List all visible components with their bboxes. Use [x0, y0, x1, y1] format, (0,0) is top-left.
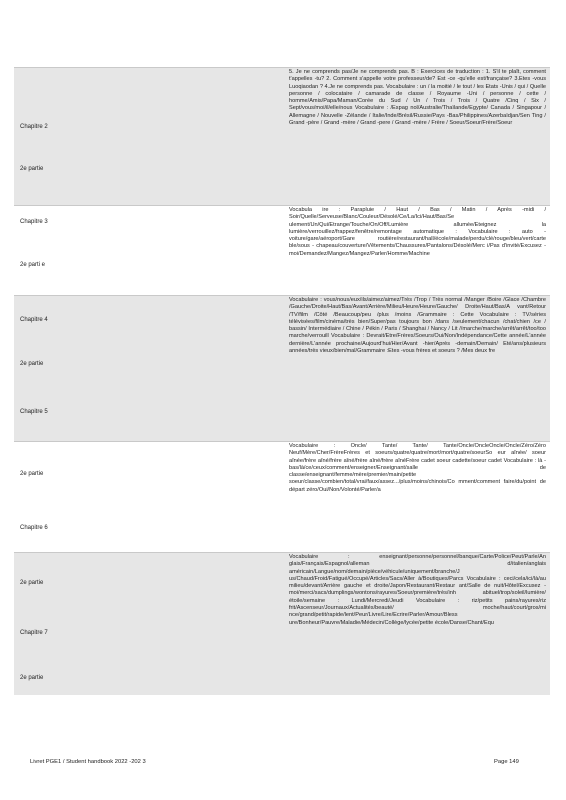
vocabulary-cell: Vocabula ire : Parapluie / Haut / Bas / Matin / Après -midi / Soir/Quelle/Serveuse/Blanc/Couleur/Désolé/Ce/La/Ici/Haut/Bas/Se ulement/Un/Qui/Etrange/Touche/On/Off/Lumière allumée/Eteignez la lumière/verrouillez/frappez/fenêtre/remontage automatique : Vocabulaire : auto -voiture/gare/aéroport/Gare routière/restaurant/hall/école/malade/perdu/clé/rouge/bleu/vert/carte ble/sous - chapeau/couverture/Vêtements/Chaussures/Pantalons/Désolé/Merc i/Pas d'invité/Excusez -moi/Demandez/Mangez/Mangez/Parler/Homme/Machine: [289, 207, 546, 257]
vocabulary-cell: Vocabulaire : vous/nous/eux/ils/aimez/aimez/Très /Trop / Très normal /Manger /Boire /Glace /Chambre /Gauche/Droite/Haut/Bas/Avant/Arrière/Milieu/Heure/Heure/Gauche/ Droite/Haut/Bas/A vant/Retour /TV/film /Côté /Beaucoup/peu /plus /moins /Grammaire : Cette Vocabulaire : TV/séries télévisées/film/cinéma/très bien/Super/pas toujours bon /dans /seulement/chacun /chat/chien /ce / bassin/ Intermédiaire / Chine / Pékin / Paris / Shanghai / Nancy / Lit //marche/marche/arrêt/arrêt/too/too marche/verrouill Vocabulaire : Devrait/Etre/Frères/Soeurs/Oui/Non/Indépendance/Cette année/L'année dernière/L'année prochaine/Aujourd'hui/Hier/Avant -hier/Après -demain/Demain/ Eté/ans/plusieurs années/très vieux/bien/mal/Grammaire :Etes -vous frères et soeurs ? /Mes deux fre: [289, 297, 546, 355]
vocabulary-cell: 5. Je ne comprends pas/Je ne comprends pas. B : Exercices de traduction : 1. S'il te plaît, comment t'appelles -tu? 2. Comment s'appelle votre professeur/de? Est -ce -qu'elle est/française? 3.Etes -vous Luoqiaodan ? 4.Je ne comprends pas. Vocabulaire : un / la moitié / le tout / les Etats -Unis / qui / Quelle personne / colocataire / camarade de classe / Royaume -Uni / personne / cette / homme/Amis/Papa/Maman/Corée du Sud / Un / Trois / Trois / Quatre /Cinq / Six / Sept/vous/moi/il/elle/nous Vocabulaire : /Espag nol/Australie/Thaïlande/Egypte/ Canada / Singapour / Allemagne / Nouvelle -Zélande / Italie/Inde/Brésil/Russie/Pays -Bas/Philippines/Azerbaïdjan/Sen Ting / Grand -père / Grand -mère / Grand -pere / Grand -mère / Frère / Soeur/Soeur/Frère/Soeur: [289, 69, 546, 127]
chapter-label: 2e partie: [20, 580, 44, 586]
table-row: [14, 67, 550, 205]
table-row: [14, 441, 550, 552]
table-row: [14, 295, 550, 441]
table-row: [14, 552, 550, 695]
chapter-table: [14, 67, 550, 695]
vocabulary-cell: Vocabulaire : Oncle/ Tante/ Tante/ Tante/Oncle/OncleOncle/Oncle/Zéro/Zéro Neuf/Mère/Cher/FrèreFrères et soeurs/quatre/quatre/mort/mort/quatre/soeurSo eur aînée/ soeur aînée/frère aîné/frère aîné/frère aîné/frère aînéFrère cadet soeur cadette/soeur cadet Vocabulaire : là -bas/là/ce/ceux/comment/enseigner/Enseignant/salle de classe/enseignant/femme/mère/premier/main/petite soeur/classe/combien/total/vrai/faux/assez.../plus/moins/chinois/Co mment/comment faire/du/point de départ zéro/Oui/Non/Volonté/Parler/a: [289, 443, 546, 493]
chapter-label: Chapitre 5: [20, 409, 48, 415]
chapter-label: Chapitre 2: [20, 124, 48, 130]
footer-page-number: Page 149: [494, 759, 519, 765]
vocabulary-cell: Vocabulaire : enseignant/personne/personnel/banque/Carte/Police/Peut/Parle/An glais/Français/Espagnol/alleman d/italien/anglais américain/Langue/nom/demain/pièce/véhicule/uniquement/branche/J us/Chaud/Froid/Fatigué/Occupé/Articles/Sacs/Aller à/Boutiques/Parcs Vocabulaire : ceci/cela/ici/là/au milieu/devant/Arrière gauche et droite/Japon/Restaurant/Restaur ant/Salle de nuit/Hôtel/Excusez -moi/merci/sacs/dumplings/wontons/rayures/Soeur/première/très/inh abituel/trop/soleil/lumière/étoile/semaine : Lundi/Mercredi/Jeudi Vocabulaire : riz/petits pains/rayures/riz frit/Ascenseur/Journaux/Actualités/beauté/ moche/haut/court/gros/mi nce/grand/petit/rapide/lent/Peur/Livre/Lire/Ecrire/Parler/Amour/Bless ure/Bonheur/Pauvre/Maladie/Médecin/Collège/lycée/petite école/Danse/Chant/Equ: [289, 554, 546, 626]
chapter-label-cell: [14, 206, 286, 295]
table-row: [14, 205, 550, 295]
chapter-label: Chapitre 7: [20, 630, 48, 636]
chapter-label: 2e parti e: [20, 262, 46, 268]
chapter-label-cell: [14, 553, 286, 695]
chapter-label: Chapitre 3: [20, 219, 48, 225]
chapter-label: 2e partie: [20, 675, 44, 681]
chapter-label-cell: [14, 442, 286, 552]
chapter-label: 2e partie: [20, 166, 44, 172]
chapter-label-cell: [14, 68, 286, 205]
chapter-label: 2e partie: [20, 471, 44, 477]
chapter-label: Chapitre 6: [20, 525, 48, 531]
footer-handbook-title: Livret PGE1 / Student handbook 2022 -202 3: [30, 759, 146, 765]
chapter-label-cell: [14, 296, 286, 441]
chapter-label: Chapitre 4: [20, 317, 48, 323]
chapter-label: 2e partie: [20, 361, 44, 367]
